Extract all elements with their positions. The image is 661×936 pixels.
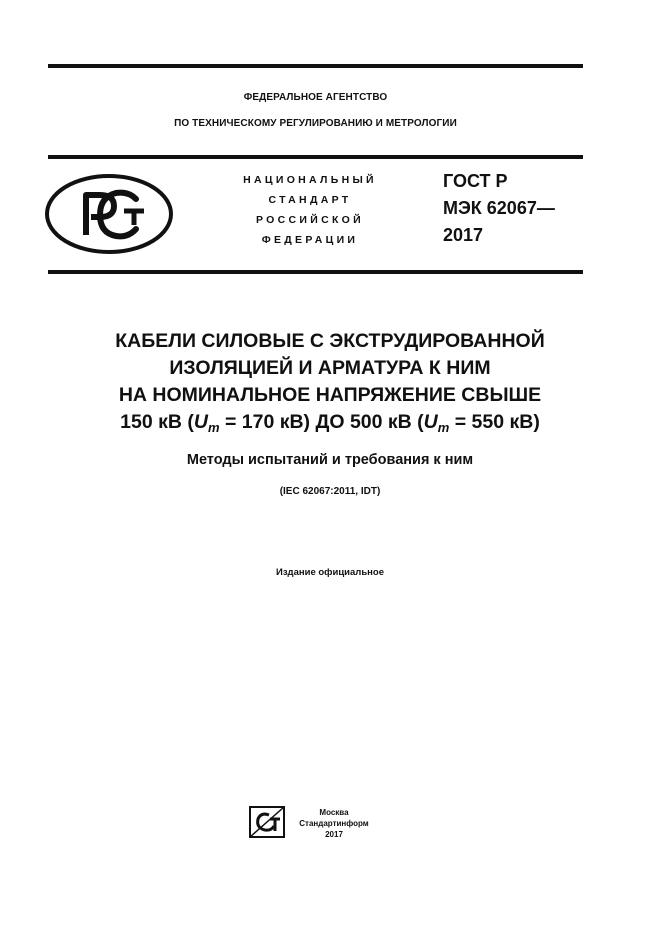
gost-r-logo-icon [44,173,174,255]
agency-line-2: ПО ТЕХНИЧЕСКОМУ РЕГУЛИРОВАНИЮ И МЕТРОЛОГИИ [174,118,457,129]
upper-standard-rule [48,155,583,159]
title-line-4-part-3: = 550 кВ) [449,411,540,433]
agency-line-1: ФЕДЕРАЛЬНОЕ АГЕНТСТВО [243,92,388,103]
title-line-4 [30,409,630,441]
standard-code-line-2: МЭК 62067— [443,198,555,218]
publisher-year: 2017 [325,830,343,839]
subscript-m-2: m [437,420,450,435]
federation-label: ФЕДЕРАЦИИ [261,234,359,246]
standard-code-line-1: ГОСТ Р [443,171,508,191]
u-symbol-2: U [423,411,438,433]
standard-code-line-3: 2017 [443,225,484,245]
title-line-4-part-1: 150 кВ ( [120,411,194,433]
document-subtitle: Методы испытаний и требования к ним [186,452,474,468]
title-line-3: НА НОМИНАЛЬНОЕ НАПРЯЖЕНИЕ СВЫШЕ [118,384,542,406]
subscript-m-1: m [207,420,220,435]
standard-code [443,168,555,249]
standard-label: СТАНДАРТ [268,194,352,206]
lower-standard-rule [48,270,583,274]
publisher-city: Москва [319,808,349,817]
edition-label: Издание официальное [276,567,384,578]
national-label: НАЦИОНАЛЬНЫЙ [243,174,377,186]
top-rule [48,64,583,68]
title-line-2: ИЗОЛЯЦИЕЙ И АРМАТУРА К НИМ [169,357,491,379]
publisher-info [298,807,370,840]
document-title [30,328,630,441]
russian-label: РОССИЙСКОЙ [256,214,364,226]
publisher-name: Стандартинформ [299,819,369,828]
standartinform-logo-icon [249,806,285,838]
title-line-4-part-2: = 170 кВ) ДО 500 кВ ( [219,411,424,433]
u-symbol-1: U [193,411,208,433]
iec-reference: (IEC 62067:2011, IDT) [279,486,381,497]
title-line-1: КАБЕЛИ СИЛОВЫЕ С ЭКСТРУДИРОВАННОЙ [115,330,545,352]
